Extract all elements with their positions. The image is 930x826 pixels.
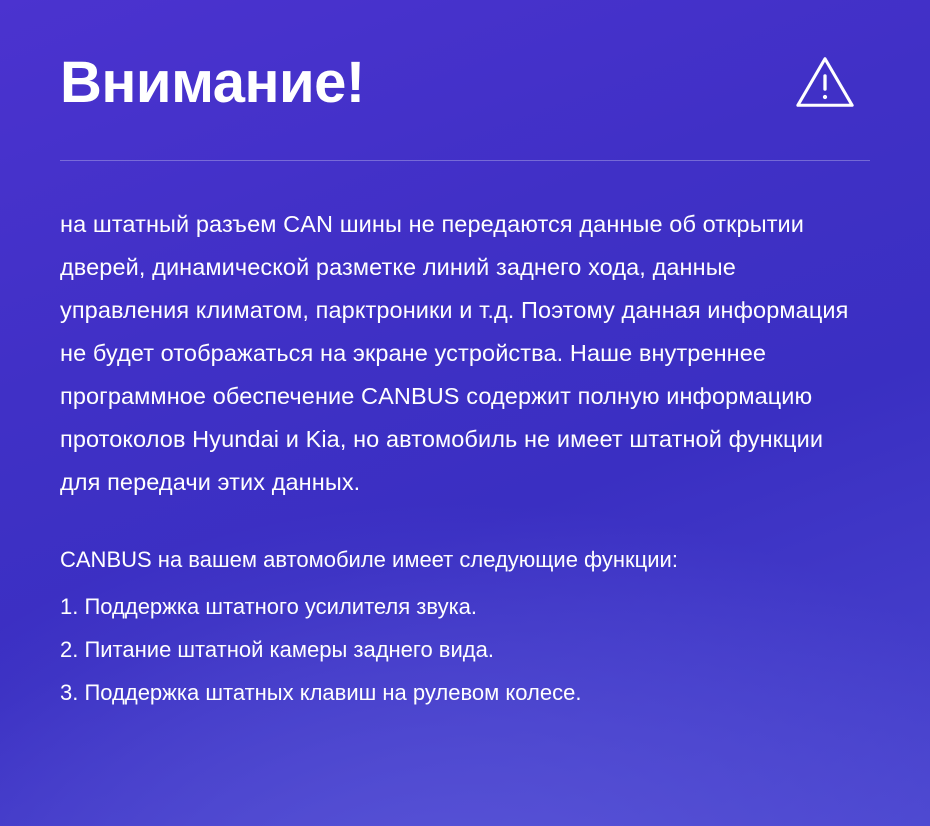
- list-item: 3. Поддержка штатных клавиш на рулевом колесе.: [60, 680, 582, 705]
- page-title: Внимание!: [60, 50, 365, 115]
- notice-paragraph: на штатный разъем CAN шины не передаются данные об открытии дверей, динамической разметке линий заднего хода, данные управления климатом, парктроники и т.д. Поэтому данная информация не будет отображаться на экране устройства. Наше внутреннее программное обеспечение CANBUS содержит полную информацию протоколов Hyundai и Kia, но автомобиль не имеет штатной функции для передачи этих данных.: [60, 211, 849, 495]
- list-item: 2. Питание штатной камеры заднего вида.: [60, 637, 494, 662]
- page-header: [60, 0, 870, 160]
- warning-triangle-icon: [794, 51, 856, 113]
- notice-body: [60, 203, 870, 504]
- header-divider: [60, 160, 870, 161]
- list-item: 1. Поддержка штатного усилителя звука.: [60, 594, 478, 619]
- functions-intro: CANBUS на вашем автомобиле имеет следующие функции:: [60, 547, 678, 572]
- functions-section: [60, 538, 870, 714]
- functions-list: [60, 585, 870, 714]
